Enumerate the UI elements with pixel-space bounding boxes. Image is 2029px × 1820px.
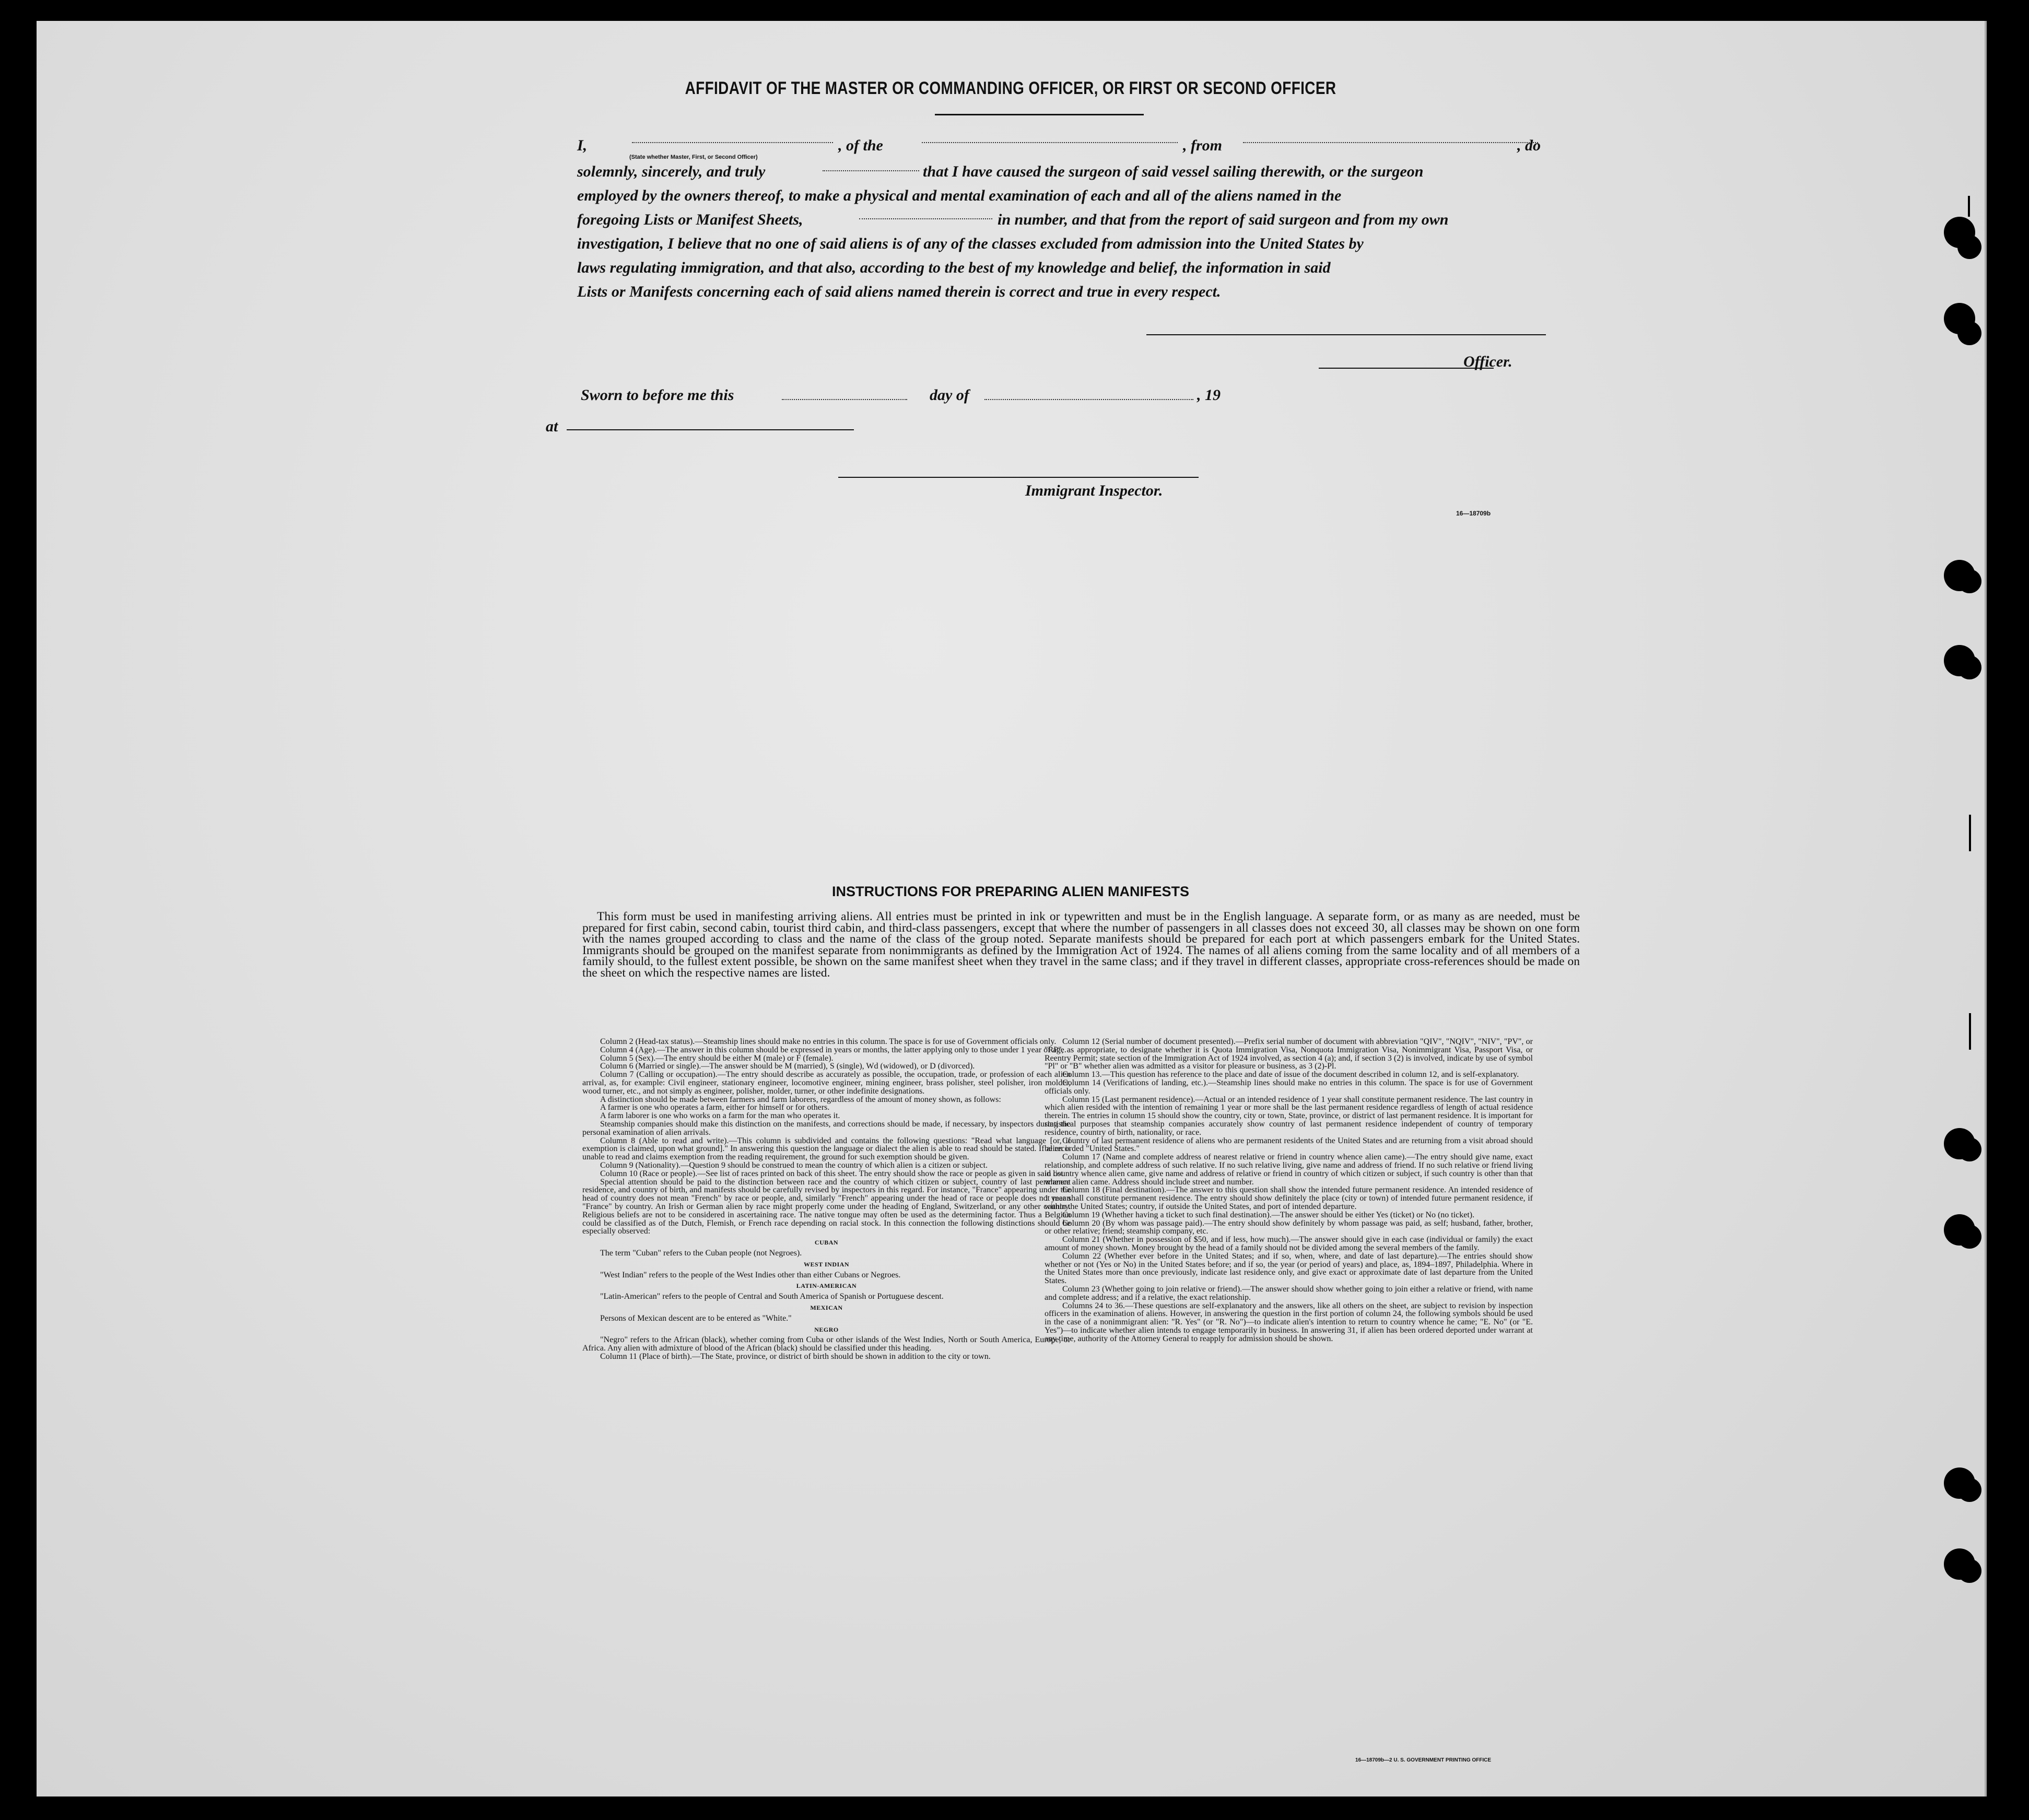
- mexican-text: Persons of Mexican descent are to be entered as "White.": [600, 1313, 792, 1323]
- oath-blank[interactable]: [823, 170, 919, 171]
- affidavit-line-7: Lists or Manifests concerning each of said aliens named therein is correct and true in every respect.: [577, 283, 1221, 300]
- instructions-intro: This form must be used in manifesting arriving aliens. All entries must be printed in ink or typewritten and must be in the English language. A separate form, or as many as are needed, must be prepared for first cabin, second cabin, tourist third cabin, and third-class passengers, except that where the number of passengers in all classes does not exceed 30, all classes may be shown on one form with the names grouped according to class and the name of the class of the group noted. Separate manifests should be prepared for each port at which passengers embark for the United States. Immigrants should be grouped on the manifest separate from nonimmigrants as defined by the Immigration Act of 1924. The names of all aliens coming from the same locality and of all members of a family should, to the fullest extent possible, be shown on the same manifest sheet when they travel in the same class; and if they travel in different classes, appropriate cross-references should be made on the sheet on which the respective names are listed.: [582, 910, 1580, 980]
- affidavit-line-5: investigation, I believe that no one of said aliens is of any of the classes excluded from admission into the United States by: [577, 235, 1364, 252]
- sworn-day-blank[interactable]: [782, 399, 907, 400]
- residence-note: Country of last permanent residence of aliens who are permanent residents of the United States and are returning from a visit abroad should be recorded "United States.": [1045, 1136, 1533, 1154]
- instructions-right-column: [1045, 1038, 1533, 1343]
- officer-label: Officer.: [1463, 353, 1512, 370]
- from-port-blank[interactable]: [1243, 142, 1538, 143]
- negro-text: "Negro" refers to the African (black), whether coming from Cuba or other islands of the West Indies, North or South America, Europe, or Africa. Any alien with admixture of blood of the African (black) should be classified under this heading.: [582, 1335, 1071, 1353]
- edge-mark: [1969, 815, 1971, 851]
- col8-text: Column 8 (Able to read and write).—This column is subdivided and contains the following questions: "Read what language [or, if exemption is claimed, upon what ground]." In answering this question the language or dialect the alien is able to read should be stated. If alien is unable to read and claims exemption from the reading requirement, the ground for such exemption should be given.: [582, 1136, 1071, 1162]
- col7-text: Column 7 (Calling or occupation).—The entry should describe as accurately as possible, the occupation, trade, or profession of each alien arrival, as, for example: Civil engineer, stationary engineer, locomotive engineer, mining engineer, brass polisher, steel polisher, iron molder, wood turner, etc., and not simply as engineer, polisher, molder, turner, or other indefinite designations.: [582, 1070, 1071, 1096]
- affidavit-do: , do: [1517, 137, 1541, 154]
- col14-text: Column 14 (Verifications of landing, etc.).—Steamship lines should make no entries in this column. The space is for use of Government officials only.: [1045, 1078, 1533, 1096]
- col17-text: Column 17 (Name and complete address of nearest relative or friend in country whence alien came).—The entry should give name, exact relationship, and complete address of such relative. If no such relative living, give name and address of friend. If no such relative or friend living in country whence alien came, give name and address of relative or friend in country of which citizen or subject, if such country is other than that whence alien came. Address should include street and number.: [1045, 1153, 1533, 1187]
- negro-heading: NEGRO: [814, 1325, 839, 1333]
- sheet-count-blank[interactable]: [859, 218, 992, 219]
- col18-text: Column 18 (Final destination).—The answer to this question shall show the intended future permanent residence. An intended residence of 1 year shall constitute permanent residence. The entry should show definitely the place (city or town) of intended future permanent residence, if within the United States; country, if outside the United States, and port of intended departure.: [1045, 1185, 1533, 1211]
- day-of-label: day of: [930, 386, 969, 404]
- officer-rank-blank[interactable]: [632, 142, 833, 143]
- farm-laborer-def: A farm laborer is one who works on a farm for the man who operates it.: [600, 1111, 840, 1121]
- inspector-signature-line[interactable]: [838, 477, 1199, 478]
- officer-signature-line-1[interactable]: [1146, 334, 1546, 335]
- vessel-blank[interactable]: [922, 142, 1178, 143]
- affidavit-line-4: foregoing Lists or Manifest Sheets, in number, and that from the report of said surgeon and from my own: [577, 211, 1449, 228]
- latin-american-heading: LATIN-AMERICAN: [796, 1282, 857, 1290]
- affidavit-i: I,: [577, 137, 588, 154]
- instructions-title: INSTRUCTIONS FOR PREPARING ALIEN MANIFESTS: [831, 884, 1190, 899]
- farmer-distinction: A distinction should be made between farmers and farm laborers, regardless of the amount of money shown, as follows:: [600, 1095, 1001, 1104]
- form-number: 16—18709b: [1456, 510, 1491, 517]
- sworn-month-blank[interactable]: [984, 399, 1193, 400]
- punch-hole: [1957, 655, 1981, 679]
- mexican-heading: MEXICAN: [810, 1304, 843, 1311]
- affidavit-title: AFFIDAVIT OF THE MASTER OR COMMANDING OFFICER, OR FIRST OR SECOND OFFICER: [685, 78, 1336, 98]
- affidavit-of-the: , of the: [838, 137, 883, 154]
- affidavit-from: , from: [1183, 137, 1222, 154]
- col9-text: Column 9 (Nationality).—Question 9 should be construed to mean the country of which alien is a citizen or subject.: [600, 1160, 988, 1170]
- west-indian-heading: WEST INDIAN: [804, 1260, 849, 1268]
- col4-text: Column 4 (Age).—The answer in this column should be expressed in years or months, the latter applying only to those under 1 year of age.: [600, 1045, 1066, 1054]
- affidavit-line-1: [577, 137, 1554, 155]
- instructions-left-column: [582, 1038, 1071, 1361]
- col15-text: Column 15 (Last permanent residence).—Actual or an intended residence of 1 year shall constitute permanent residence. The last country in which alien resided with the intention of remaining 1 year or more shall be the last permanent residence regardless of length of actual residence therein. The entries in column 15 should show the country, city or town, State, province, or district of last permanent residence. It is important for statistical purposes that steamship companies accurately show country of last permanent residence independent of country of temporary residence, country of birth, nationality, or race.: [1045, 1095, 1533, 1137]
- race-attention: Special attention should be paid to the distinction between race and the country of which citizen or subject, country of last permanent residence, and country of birth, and manifests should be carefully revised by inspectors in this regard. For instance, "France" appearing under the head of country does not mean "French" by race or people, and, similarly "French" appearing under the head of race or people does not mean "France" by country. An Irish or German alien by race might properly come under the heading of England, Switzerland, or any other country. Religious beliefs are not to be considered in ascertaining race. The native tongue may often be used as the determining factor. Thus a Belgian could be classified as of the Dutch, Flemish, or French race depending on racial stock. In this connection the following distinctions should be especially observed:: [582, 1177, 1071, 1236]
- inspector-label: Immigrant Inspector.: [1025, 482, 1163, 499]
- col11-text: Column 11 (Place of birth).—The State, province, or district of birth should be shown in addition to the city or town.: [600, 1352, 991, 1361]
- latin-american-text: "Latin-American" refers to the people of Central and South America of Spanish or Portuguese descent.: [600, 1292, 944, 1301]
- at-label: at: [546, 418, 558, 435]
- col21-text: Column 21 (Whether in possession of $50, and if less, how much).—The answer should give in each case (individual or family) the exact amount of money shown. Money brought by the head of a family should not be divided among the several members of the family.: [1045, 1235, 1533, 1252]
- printing-office-footer: 16—18709b—2 U. S. GOVERNMENT PRINTING OFFICE: [1355, 1757, 1492, 1763]
- punch-hole: [1957, 321, 1981, 345]
- affidavit-line-6: laws regulating immigration, and that also, according to the best of my knowledge and belief, the information in said: [577, 259, 1331, 276]
- punch-hole: [1957, 1137, 1981, 1161]
- punch-hole: [1957, 1225, 1981, 1249]
- document-page: [37, 21, 1987, 1796]
- col24-36-text: Columns 24 to 36.—These questions are self-explanatory and the answers, like all others on the sheet, are subject to revision by inspection officers in the examination of aliens. However, in answering the question in the first portion of column 24, the following symbols should be used in the case of a nonimmigrant alien: "R. Yes" (or "R. No")—to indicate alien's intention to return to country whence he came; "E. No" (or "E. Yes")—to indicate whether alien intends to engage temporarily in business. In answering 31, if alien has been ordered deported under warrant at any time, authority of the Attorney General to reapply for admission should be shown.: [1045, 1301, 1533, 1343]
- title-underline: [935, 114, 1144, 115]
- edge-mark: [1969, 1013, 1971, 1050]
- punch-hole: [1957, 1478, 1981, 1502]
- cuban-heading: CUBAN: [814, 1239, 839, 1247]
- punch-hole: [1957, 235, 1981, 259]
- col22-text: Column 22 (Whether ever before in the United States; and if so, when, where, and date of last departure).—The entries should show whether or not (Yes or No) in the United States before; and if so, the year (or period of years) and place, as, 1894–1897, Philadelphia. Where in the United States more than once previously, indicate last residence only, and give exact or approximate date of last departure from the United States.: [1045, 1251, 1533, 1286]
- edge-mark: [1968, 196, 1970, 217]
- col20-text: Column 20 (By whom was passage paid).—The entry should show definitely by whom passage was paid, as self; husband, father, brother, or other relative; friend; steamship company, etc.: [1045, 1218, 1533, 1236]
- col6-text: Column 6 (Married or single).—The answer should be M (married), S (single), Wd (widowed), or D (divorced).: [600, 1062, 975, 1071]
- west-indian-text: "West Indian" refers to the people of the West Indies other than either Cubans or Negroes.: [600, 1270, 901, 1279]
- col10-text: Column 10 (Race or people).—See list of races printed on back of this sheet. The entry should show the race or people as given in said list.: [600, 1169, 1065, 1178]
- col12-text: Column 12 (Serial number of document presented).—Prefix serial number of document with abbreviation "QIV", "NQIV", "NIV", "PV", or "RP", as appropriate, to designate whether it is Quota Immigration Visa, Nonquota Immigration Visa, Nonimmigrant Visa, Passport Visa, or Reentry Permit; state section of the Immigration Act of 1924 involved, as section 4 (a); and, if section 3 (2) is involved, indicate by use of symbol "Pl" or "B" whether alien was admitted as a visitor for pleasure or business, as 3 (2)-Pl.: [1045, 1037, 1533, 1071]
- sworn-place-line[interactable]: [567, 429, 854, 430]
- col2-text: Column 2 (Head-tax status).—Steamship lines should make no entries in this column. The space is for use of Government officials only.: [600, 1037, 1057, 1046]
- year-label: , 19: [1197, 386, 1221, 404]
- cuban-text: The term "Cuban" refers to the Cuban people (not Negroes).: [600, 1248, 802, 1258]
- col19-text: Column 19 (Whether having a ticket to such final destination).—The answer should be either Yes (ticket) or No (no ticket).: [1062, 1210, 1475, 1219]
- col13-text: Column 13.—This question has reference to the place and date of issue of the document described in column 12, and is self-explanatory.: [1062, 1070, 1519, 1079]
- col23-text: Column 23 (Whether going to join relative or friend).—The answer should show whether going to join either a relative or friend, with name and complete address; and if a relative, the exact relationship.: [1045, 1284, 1533, 1302]
- rank-hint: (State whether Master, First, or Second Officer): [629, 154, 758, 160]
- sworn-label: Sworn to before me this: [581, 386, 734, 404]
- farmer-def: A farmer is one who operates a farm, either for himself or for others.: [600, 1103, 830, 1112]
- steamship-note: Steamship companies should make this distinction on the manifests, and corrections should be made, if necessary, by inspectors during the personal examination of alien arrivals.: [582, 1119, 1071, 1137]
- punch-hole: [1957, 569, 1981, 593]
- affidavit-line-2: solemnly, sincerely, and truly that I have caused the surgeon of said vessel sailing therewith, or the surgeon: [577, 163, 1424, 180]
- punch-hole: [1957, 1559, 1981, 1583]
- col5-text: Column 5 (Sex).—The entry should be either M (male) or F (female).: [600, 1053, 834, 1063]
- affidavit-line-3: employed by the owners thereof, to make a physical and mental examination of each and all of the aliens named in the: [577, 187, 1342, 204]
